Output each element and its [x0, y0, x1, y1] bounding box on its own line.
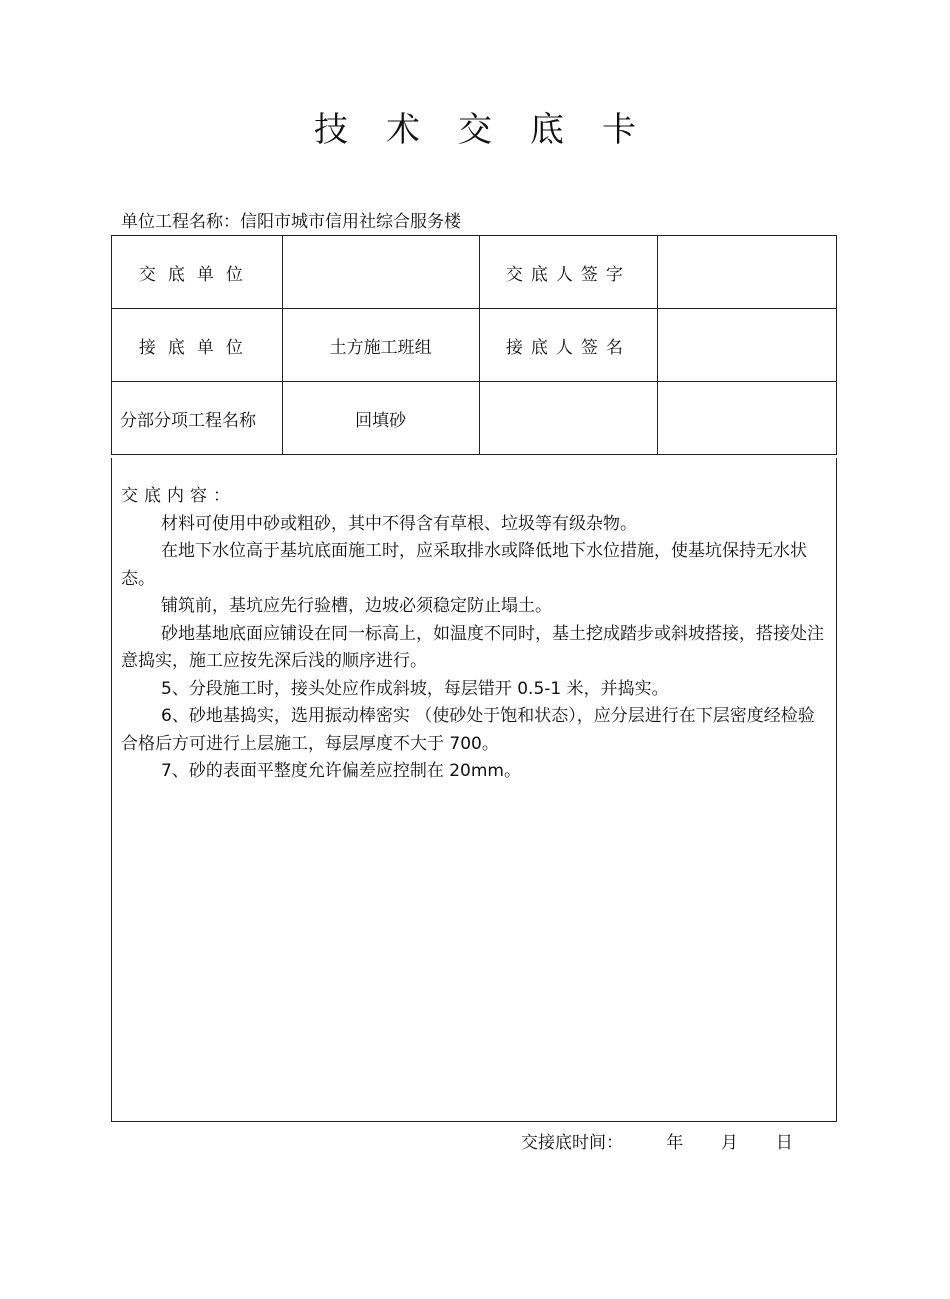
value-handover-signature	[658, 236, 837, 309]
content-line: 铺筑前，基坑应先行验槽，边坡必须稳定防止塌土。	[161, 596, 552, 616]
empty-cell	[658, 382, 837, 455]
label-subproject-name: 分部分项工程名称	[112, 382, 283, 455]
label-handover-signature: 交底人签字	[479, 236, 658, 309]
content-heading: 交底内容：	[121, 486, 236, 506]
value-receiving-unit: 土方施工班组	[282, 309, 479, 382]
content-line: 5、分段施工时，接头处应作成斜坡，每层错开 0.5-1 米，并捣实。	[161, 678, 669, 699]
content-line: 砂地基地底面应铺设在同一标高上，如温度不同时，基土挖成踏步或斜坡搭接，搭接处注意捣实，施工应按先深后浅的顺序进行。	[121, 623, 824, 671]
info-table	[111, 235, 837, 455]
handover-content	[121, 483, 826, 786]
handover-date: 交接底时间： 年 月 日	[521, 1133, 793, 1153]
empty-cell	[479, 382, 658, 455]
table-row	[112, 236, 837, 309]
content-line: 7、砂的表面平整度允许偏差应控制在 20mm。	[161, 761, 521, 781]
label-receiving-signature: 接底人签名	[479, 309, 658, 382]
content-line: 材料可使用中砂或粗砂，其中不得含有草根、垃圾等有级杂物。	[161, 513, 637, 534]
content-line: 6、砂地基捣实，选用振动棒密实 （使砂处于饱和状态），应分层进行在下层密度经检验合格后方可进行上层施工，每层厚度不大于 700。	[121, 706, 815, 754]
label-receiving-unit: 接底单位	[112, 309, 283, 382]
table-row	[112, 382, 837, 455]
value-subproject-name: 回填砂	[282, 382, 479, 455]
project-name: 单位工程名称：信阳市城市信用社综合服务楼	[121, 212, 461, 232]
label-handover-unit: 交底单位	[112, 236, 283, 309]
value-handover-unit	[282, 236, 479, 309]
value-receiving-signature	[658, 309, 837, 382]
table-row	[112, 309, 837, 382]
content-line: 在地下水位高于基坑底面施工时，应采取排水或降低地下水位措施，使基坑保持无水状态。	[121, 541, 807, 589]
page-title: 技术交底卡	[314, 110, 674, 150]
